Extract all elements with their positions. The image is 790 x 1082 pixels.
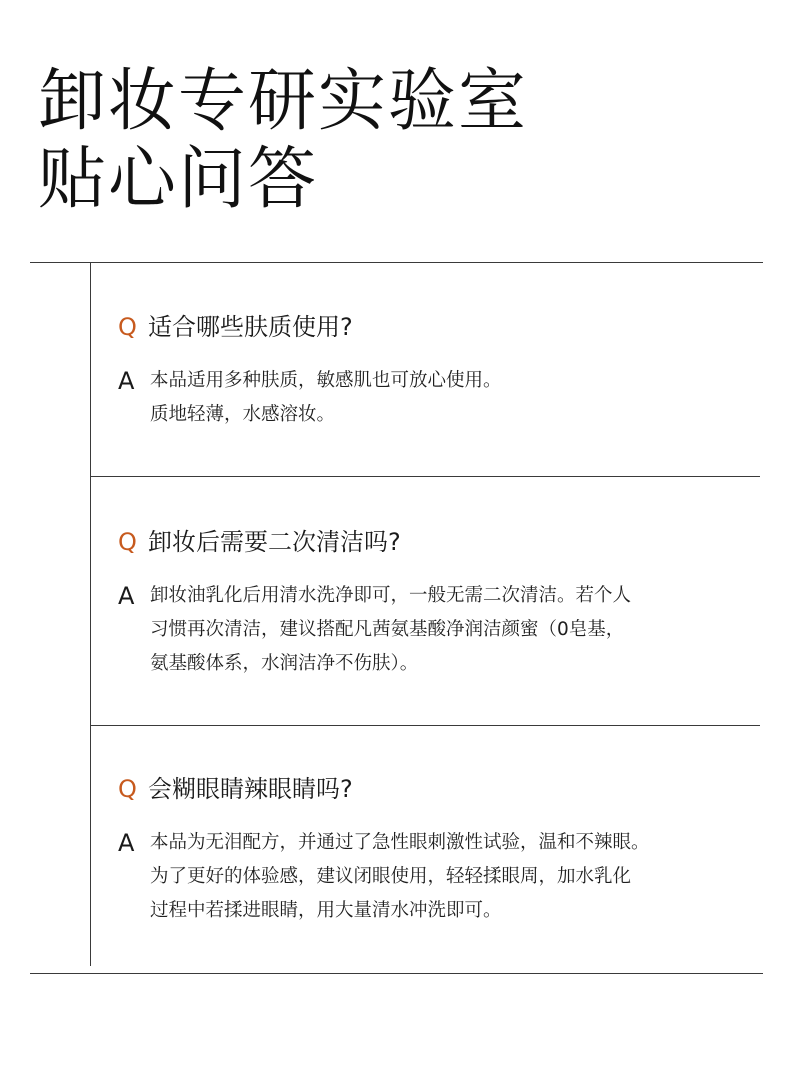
question-text: 卸妆后需要二次清洁吗?	[148, 528, 401, 556]
answer-text	[150, 826, 650, 928]
question-marker: Q	[118, 528, 137, 556]
answer-line: 过程中若揉进眼睛，用大量清水冲洗即可。	[150, 900, 502, 921]
answer-line: 氨基酸体系，水润洁净不伤肤）。	[150, 653, 419, 674]
answer-text	[150, 364, 502, 432]
question-row	[118, 772, 748, 806]
answer-row	[118, 364, 748, 432]
divider-qa-2	[90, 725, 760, 726]
qa-item-double-cleansing	[118, 525, 748, 681]
question-text: 会糊眼睛辣眼睛吗?	[148, 775, 353, 803]
divider-top	[30, 262, 763, 263]
divider-vertical	[90, 262, 91, 966]
answer-line: 本品为无泪配方，并通过了急性眼刺激性试验，温和不辣眼。	[150, 832, 650, 853]
question-row	[118, 310, 748, 344]
answer-line: 为了更好的体验感，建议闭眼使用，轻轻揉眼周，加水乳化	[150, 866, 632, 887]
page-title-line-2: 贴心问答	[38, 140, 319, 219]
answer-row	[118, 826, 748, 928]
question-row	[118, 525, 748, 559]
divider-qa-1	[90, 476, 760, 477]
qa-item-skin-types	[118, 310, 748, 432]
answer-marker: A	[118, 582, 135, 610]
answer-line: 本品适用多种肤质，敏感肌也可放心使用。	[150, 370, 502, 391]
answer-row	[118, 579, 748, 681]
answer-marker: A	[118, 367, 135, 395]
answer-text	[150, 579, 631, 681]
page-title-line-1: 卸妆专研实验室	[38, 62, 529, 141]
question-text: 适合哪些肤质使用?	[148, 313, 353, 341]
divider-bottom	[30, 973, 763, 974]
answer-line: 质地轻薄，水感溶妆。	[150, 404, 336, 425]
answer-line: 习惯再次清洁，建议搭配凡茜氨基酸净润洁颜蜜（0皂基，	[150, 619, 625, 640]
question-marker: Q	[118, 313, 137, 341]
qa-item-eye-irritation	[118, 772, 748, 928]
answer-marker: A	[118, 829, 135, 857]
answer-line: 卸妆油乳化后用清水洗净即可，一般无需二次清洁。若个人	[150, 585, 632, 606]
question-marker: Q	[118, 775, 137, 803]
